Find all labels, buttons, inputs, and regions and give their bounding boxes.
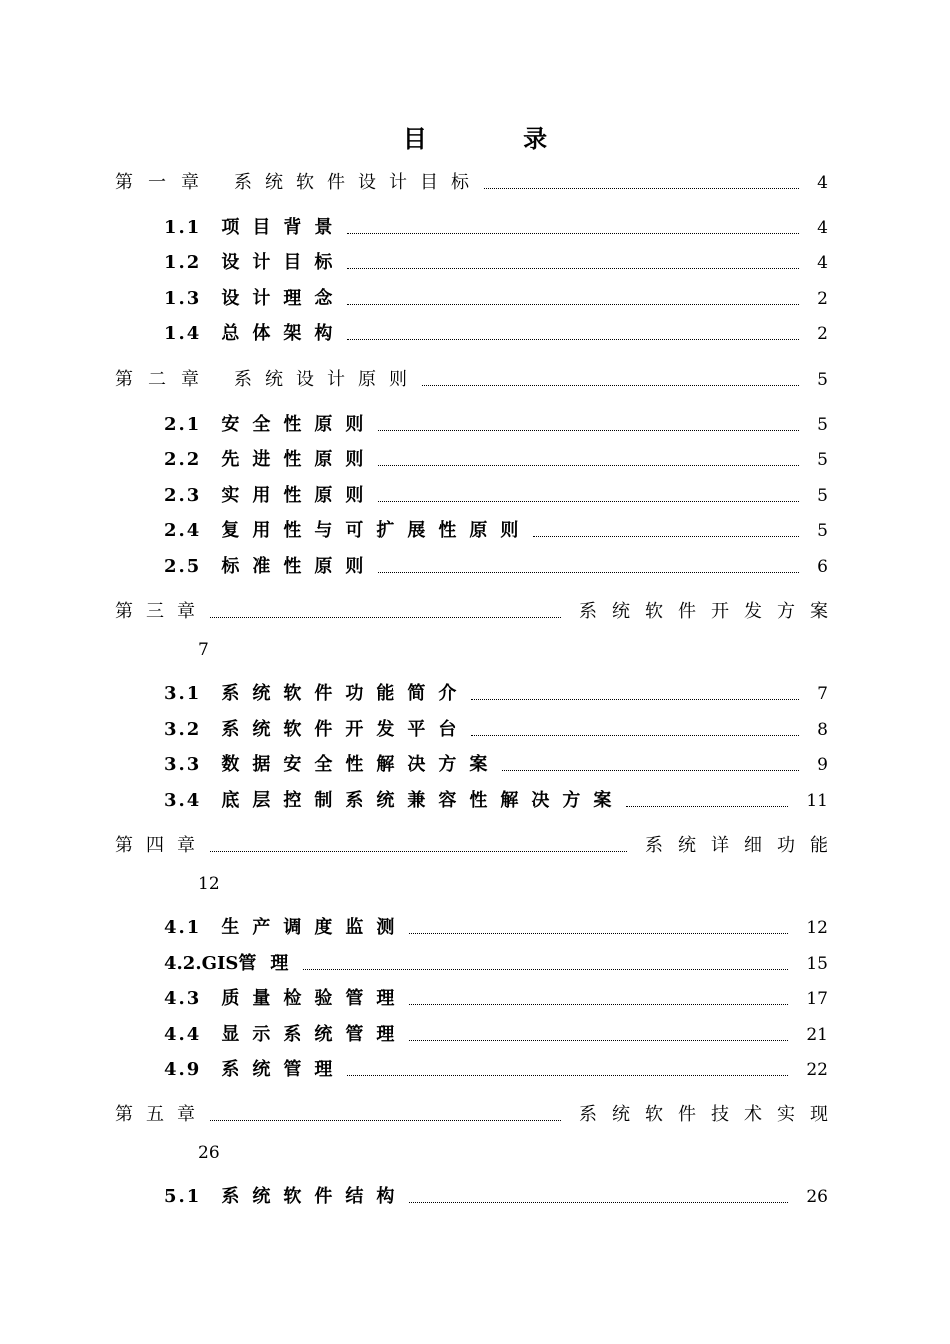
entry-title: 系统软件技术实现	[579, 1104, 843, 1125]
page-number: 12	[198, 874, 220, 894]
section-number: 2.1	[164, 414, 202, 435]
section-number: 3.4	[164, 790, 202, 811]
dot-leader	[484, 170, 799, 189]
dot-leader	[210, 1102, 561, 1121]
entry-title: 质量检验管理	[221, 988, 408, 1009]
chapter-label: 第四章	[115, 835, 208, 856]
section-number: 3.1	[164, 683, 202, 704]
entry-label	[164, 752, 500, 778]
toc-entry-chapter-4[interactable]	[115, 833, 843, 859]
entry-label	[164, 286, 345, 312]
page-number: 4	[817, 218, 828, 238]
entry-title: 设计目标	[221, 252, 346, 273]
dot-leader	[502, 752, 799, 771]
entry-label	[164, 717, 469, 743]
entry-label	[164, 915, 407, 941]
entry-title: 显示系统管理	[221, 1024, 408, 1045]
page-number: 4	[817, 253, 828, 273]
entry-title: 系统软件开发方案	[579, 601, 843, 622]
page-number: 2	[817, 289, 828, 309]
entry-title: 设计理念	[221, 288, 346, 309]
toc-title: 目 录	[402, 124, 592, 153]
chapter-label: 第二章	[115, 369, 214, 390]
page-number: 5	[817, 486, 828, 506]
dot-leader	[210, 599, 561, 618]
page-number: 7	[817, 684, 828, 704]
toc-entry-2-3[interactable]	[164, 483, 828, 509]
dot-leader	[303, 951, 788, 970]
entry-label	[164, 951, 301, 977]
entry-title: 总体架构	[221, 323, 346, 344]
dot-leader	[347, 321, 799, 340]
entry-title: 先进性原则	[221, 449, 377, 470]
dot-leader	[409, 915, 788, 934]
entry-title: 底层控制系统兼容性解决方案	[221, 790, 625, 811]
chapter-label: 第三章	[115, 601, 208, 622]
dot-leader	[533, 518, 799, 537]
dot-leader	[210, 833, 627, 852]
entry-label	[164, 250, 345, 276]
page-number: 2	[817, 324, 828, 344]
toc-entry-2-5[interactable]	[164, 554, 828, 580]
page-number: 15	[806, 954, 828, 974]
toc-entry-chapter-3[interactable]	[115, 599, 843, 625]
entry-title: 系统管理	[221, 1059, 346, 1080]
page-number: 5	[817, 415, 828, 435]
toc-entry-3-2[interactable]	[164, 717, 828, 743]
entry-label	[164, 321, 345, 347]
toc-entry-4-4[interactable]	[164, 1022, 828, 1048]
dot-leader	[347, 250, 799, 269]
dot-leader	[347, 215, 799, 234]
section-number: 2.2	[164, 449, 202, 470]
section-number: 2.3	[164, 485, 202, 506]
page-number: 7	[198, 640, 209, 660]
section-number: 1.2	[164, 252, 202, 273]
dot-leader	[347, 286, 799, 305]
entry-label	[115, 367, 420, 393]
entry-title: 安全性原则	[221, 414, 377, 435]
dot-leader	[347, 1057, 788, 1076]
dot-leader	[409, 986, 788, 1005]
page-number: 11	[806, 791, 828, 811]
toc-entry-1-2[interactable]	[164, 250, 828, 276]
page-number: 26	[198, 1143, 220, 1163]
page-number: 6	[817, 557, 828, 577]
entry-title: 理	[270, 953, 302, 974]
section-number: 1.3	[164, 288, 202, 309]
toc-entry-1-4[interactable]	[164, 321, 828, 347]
entry-label	[164, 483, 376, 509]
toc-entry-2-4[interactable]	[164, 518, 828, 544]
section-number: 1.4	[164, 323, 202, 344]
entry-title: 标准性原则	[221, 556, 377, 577]
dot-leader	[409, 1184, 788, 1203]
entry-label	[164, 986, 407, 1012]
page-number: 21	[806, 1025, 828, 1045]
dot-leader	[471, 681, 799, 700]
section-number: 5.1	[164, 1186, 202, 1207]
page-number: 26	[806, 1187, 828, 1207]
page-number: 5	[817, 450, 828, 470]
toc-entry-5-1[interactable]	[164, 1184, 828, 1210]
dot-leader	[378, 412, 799, 431]
dot-leader	[409, 1022, 788, 1041]
toc-entry-4-3[interactable]	[164, 986, 828, 1012]
toc-entry-4-1[interactable]	[164, 915, 828, 941]
entry-title: 数据安全性解决方案	[221, 754, 501, 775]
page-number: 22	[806, 1060, 828, 1080]
page-number: 12	[806, 918, 828, 938]
chapter-label: 第五章	[115, 1104, 208, 1125]
entry-label	[164, 1184, 407, 1210]
toc-entry-2-2[interactable]	[164, 447, 828, 473]
entry-title: 系统详细功能	[645, 835, 843, 856]
entry-label	[164, 215, 345, 241]
entry-label	[164, 681, 469, 707]
entry-title: 生产调度监测	[221, 917, 408, 938]
toc-entry-3-1[interactable]	[164, 681, 828, 707]
page-number: 9	[817, 755, 828, 775]
entry-title: 系统软件开发平台	[221, 719, 470, 740]
toc-entry-chapter-1[interactable]	[115, 170, 828, 196]
page-number: 4	[817, 173, 828, 193]
entry-label	[164, 554, 376, 580]
section-number: 1.1	[164, 217, 202, 238]
dot-leader	[378, 483, 799, 502]
entry-label	[164, 1022, 407, 1048]
dot-leader	[471, 717, 799, 736]
entry-label	[164, 1057, 345, 1083]
entry-title: 复用性与可扩展性原则	[221, 520, 532, 541]
entry-title: 实用性原则	[221, 485, 377, 506]
toc-entry-3-4[interactable]	[164, 788, 828, 814]
entry-title: 系统软件结构	[221, 1186, 408, 1207]
entry-title: 系统软件功能简介	[221, 683, 470, 704]
toc-entry-chapter-5[interactable]	[115, 1102, 843, 1128]
section-number: 4.4	[164, 1024, 202, 1045]
section-number: 3.2	[164, 719, 202, 740]
entry-label	[164, 518, 531, 544]
entry-title: 项目背景	[221, 217, 346, 238]
toc-entry-1-1[interactable]	[164, 215, 828, 241]
toc-entry-4-9[interactable]	[164, 1057, 828, 1083]
toc-entry-3-3[interactable]	[164, 752, 828, 778]
dot-leader	[422, 367, 799, 386]
toc-entry-1-3[interactable]	[164, 286, 828, 312]
dot-leader	[626, 788, 788, 807]
page-number: 5	[817, 521, 828, 541]
entry-label	[164, 447, 376, 473]
page-number: 17	[806, 989, 828, 1009]
section-number: 2.4	[164, 520, 202, 541]
dot-leader	[378, 554, 799, 573]
entry-label	[164, 412, 376, 438]
entry-title: 系统软件设计目标	[234, 172, 482, 193]
entry-label	[115, 170, 482, 196]
entry-label	[164, 788, 624, 814]
section-number: 4.1	[164, 917, 202, 938]
section-number: 4.9	[164, 1059, 202, 1080]
toc-entry-chapter-2[interactable]	[115, 367, 828, 393]
toc-entry-4-2[interactable]	[164, 951, 828, 977]
dot-leader	[378, 447, 799, 466]
section-number: 3.3	[164, 754, 202, 775]
toc-entry-2-1[interactable]	[164, 412, 828, 438]
page-number: 5	[817, 370, 828, 390]
entry-title: 系统设计原则	[234, 369, 420, 390]
section-number: 4.3	[164, 988, 202, 1009]
chapter-label: 第一章	[115, 172, 214, 193]
section-number: 4.2.GIS管	[164, 953, 257, 974]
page-number: 8	[817, 720, 828, 740]
section-number: 2.5	[164, 556, 202, 577]
